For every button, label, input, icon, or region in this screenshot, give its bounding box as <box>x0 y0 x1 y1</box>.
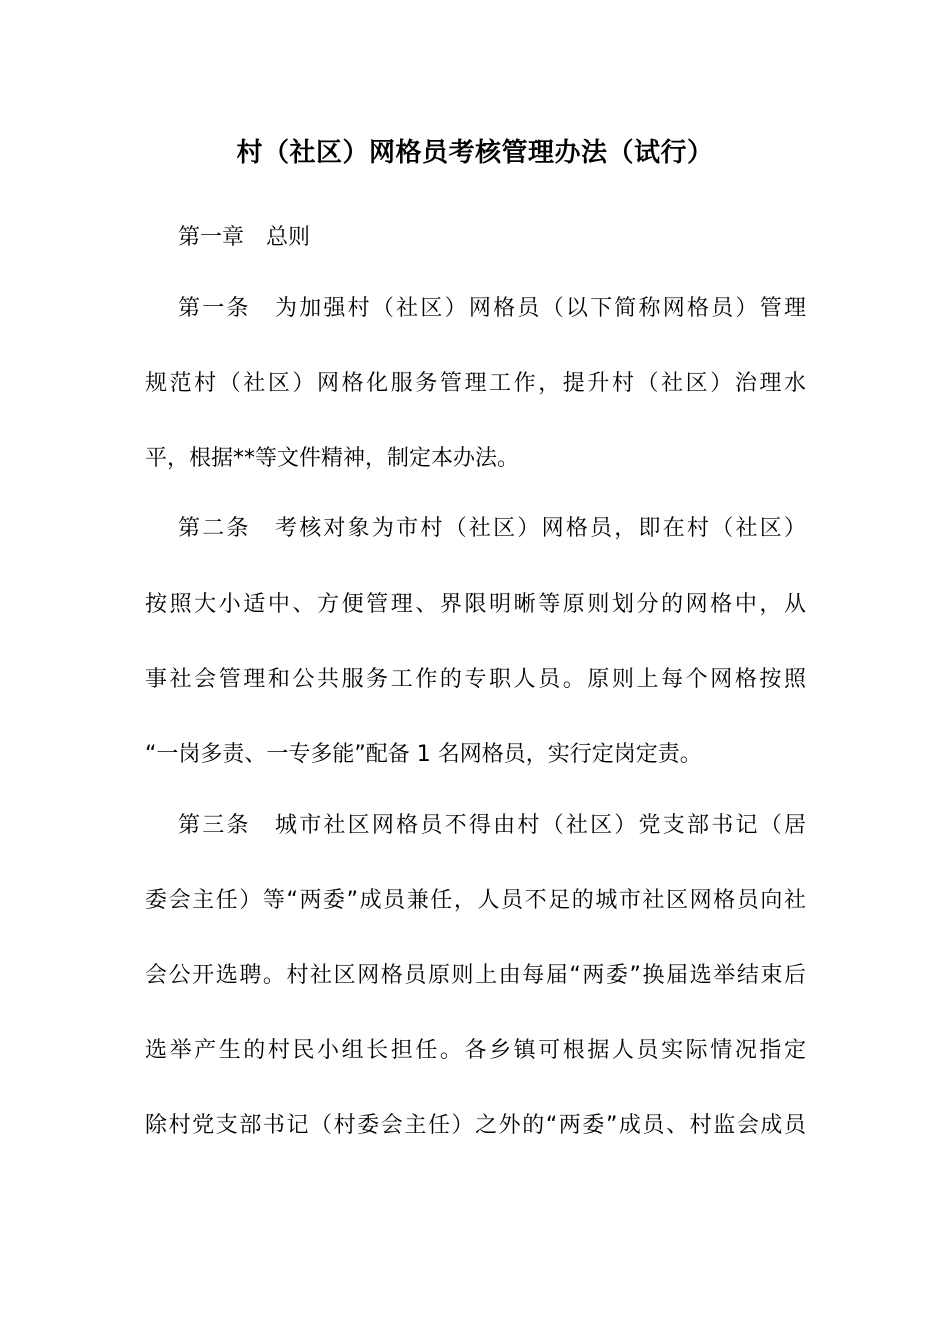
paragraph-line: 会公开选聘。村社区网格员原则上由每届“两委”换届选举结束后 <box>145 963 806 988</box>
paragraph-line: 委会主任）等“两委”成员兼任，人员不足的城市社区网格员向社 <box>145 888 806 913</box>
paragraph-line: 除村党支部书记（村委会主任）之外的“两委”成员、村监会成员 <box>145 1113 806 1138</box>
paragraph-line: 第二条 考核对象为市村（社区）网格员，即在村（社区） <box>178 516 806 541</box>
paragraph-line: 第三条 城市社区网格员不得由村（社区）党支部书记（居 <box>178 813 806 838</box>
paragraph-line: 事社会管理和公共服务工作的专职人员。原则上每个网格按照 <box>145 667 806 692</box>
document-title: 村（社区）网格员考核管理办法（试行） <box>236 138 714 168</box>
paragraph-line: 选举产生的村民小组长担任。各乡镇可根据人员实际情况指定 <box>145 1038 806 1063</box>
paragraph-line: 规范村（社区）网格化服务管理工作，提升村（社区）治理水 <box>145 371 806 396</box>
paragraph-line: 第一条 为加强村（社区）网格员（以下简称网格员）管理 <box>178 296 806 321</box>
paragraph-line: “一岗多责、一专多能”配备 1 名网格员，实行定岗定责。 <box>145 742 702 767</box>
paragraph-line: 按照大小适中、方便管理、界限明晰等原则划分的网格中，从 <box>145 592 806 617</box>
paragraph-line: 平，根据**等文件精神，制定本办法。 <box>145 446 520 471</box>
chapter-heading: 第一章 总则 <box>178 225 311 250</box>
